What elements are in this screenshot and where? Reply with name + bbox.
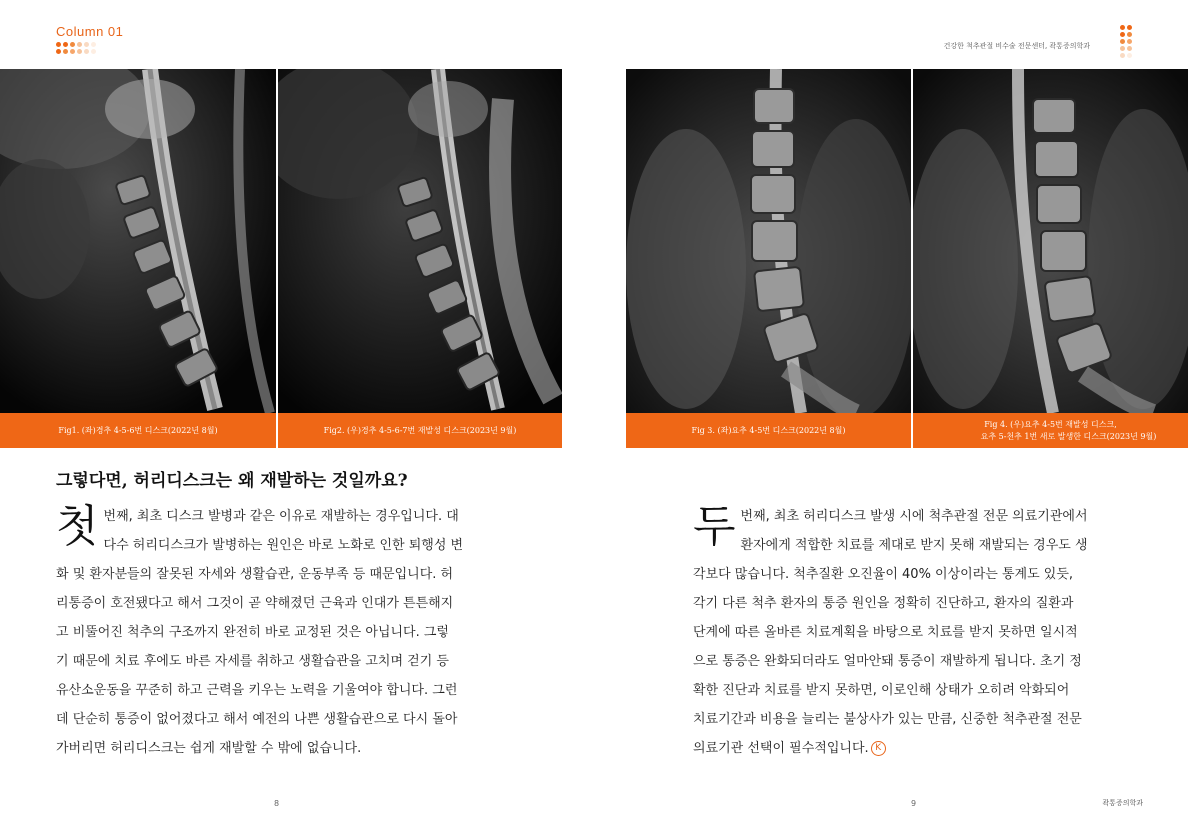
left-line: 기 때문에 치료 후에도 바른 자세를 취하고 생활습관을 고치며 걷기 등 [56,654,449,669]
left-line: 가버리면 허리디스크는 쉽게 재발할 수 밖에 없습니다. [56,741,362,756]
right-line: 확한 진단과 치료를 받지 못하면, 이로인해 상태가 오히려 악화되어 [693,683,1070,698]
mri-image-lumbar-2022 [626,69,911,413]
left-line: 고 비뚤어진 척추의 구조까지 완전히 바로 교정된 것은 아닙니다. 그렇 [56,625,449,640]
left-paragraph [56,502,496,763]
right-line: 환자에게 적합한 치료를 제대로 받지 못해 재발되는 경우도 생 [740,538,1088,553]
right-line: 단계에 따른 올바른 치료계획을 바탕으로 치료를 받지 못하면 일시적 [693,625,1078,640]
mri-image-lumbar-2023 [913,69,1188,413]
figure-caption-4-line2: 요추 5-천추 1번 새로 발생한 디스크(2023년 9월) [980,431,1157,441]
dropcap-first: 첫 [56,501,99,552]
right-line: 각보다 많습니다. 척추질환 오진율이 40% 이상이라는 통계도 있듯, [693,567,1074,582]
dropcap-second: 두 [693,501,736,552]
end-mark-icon: K [871,741,886,756]
right-line-last: 의료기관 선택이 필수적입니다. K [693,734,1133,763]
left-line: 유산소운동을 꾸준히 하고 근력을 키우는 노력을 기울여야 합니다. 그런 [56,683,458,698]
figure-caption-3: Fig 3. (좌)요추 4-5번 디스크(2022년 8월) [626,413,911,448]
right-line: 각기 다른 척추 환자의 통증 원인을 정확히 진단하고, 환자의 질환과 [693,596,1074,611]
footer-clinic-name: 곽통증의학과 [1102,799,1143,807]
left-line: 데 단순히 통증이 없어졌다고 해서 예전의 나쁜 생활습관으로 다시 돌아 [56,712,458,727]
header-center-name: 건강한 척추관절 비수술 전문센터, 곽통증의학과 [943,42,1090,50]
figure-caption-4-line1: Fig 4. (우)요추 4-5번 재발성 디스크, [984,419,1117,429]
decorative-dots-right [1120,25,1132,58]
left-line: 화 및 환자분들의 잘못된 자세와 생활습관, 운동부족 등 때문입니다. 허 [56,567,454,582]
decorative-dots-left [56,42,96,54]
section-heading: 그렇다면, 허리디스크는 왜 재발하는 것일까요? [56,471,408,491]
figure-caption-2: Fig2. (우)경추 4-5-6-7번 재발성 디스크(2023년 9월) [278,413,562,448]
right-paragraph [693,502,1133,763]
mri-image-cervical-2022 [0,69,276,413]
mri-image-cervical-2023 [278,69,562,413]
right-line: 으로 통증은 완화되더라도 얼마안돼 통증이 재발하게 됩니다. 초기 정 [693,654,1082,669]
column-label: Column 01 [56,24,124,39]
left-line: 리통증이 호전됐다고 해서 그것이 곧 약해졌던 근육과 인대가 튼튼해지 [56,596,454,611]
left-line: 번째, 최초 디스크 발병과 같은 이유로 재발하는 경우입니다. 대 [103,509,459,524]
figure-caption-4 [913,413,1188,448]
page-number-left: 8 [274,799,280,808]
right-line: 치료기간과 비용을 늘리는 불상사가 있는 만큼, 신중한 척추관절 전문 [693,712,1082,727]
right-line: 번째, 최초 허리디스크 발생 시에 척추관절 전문 의료기관에서 [740,509,1088,524]
page-number-right: 9 [911,799,917,808]
left-line: 다수 허리디스크가 발병하는 원인은 바로 노화로 인한 퇴행성 변 [103,538,464,553]
figure-caption-1: Fig1. (좌)경추 4-5-6번 디스크(2022년 8월) [0,413,276,448]
